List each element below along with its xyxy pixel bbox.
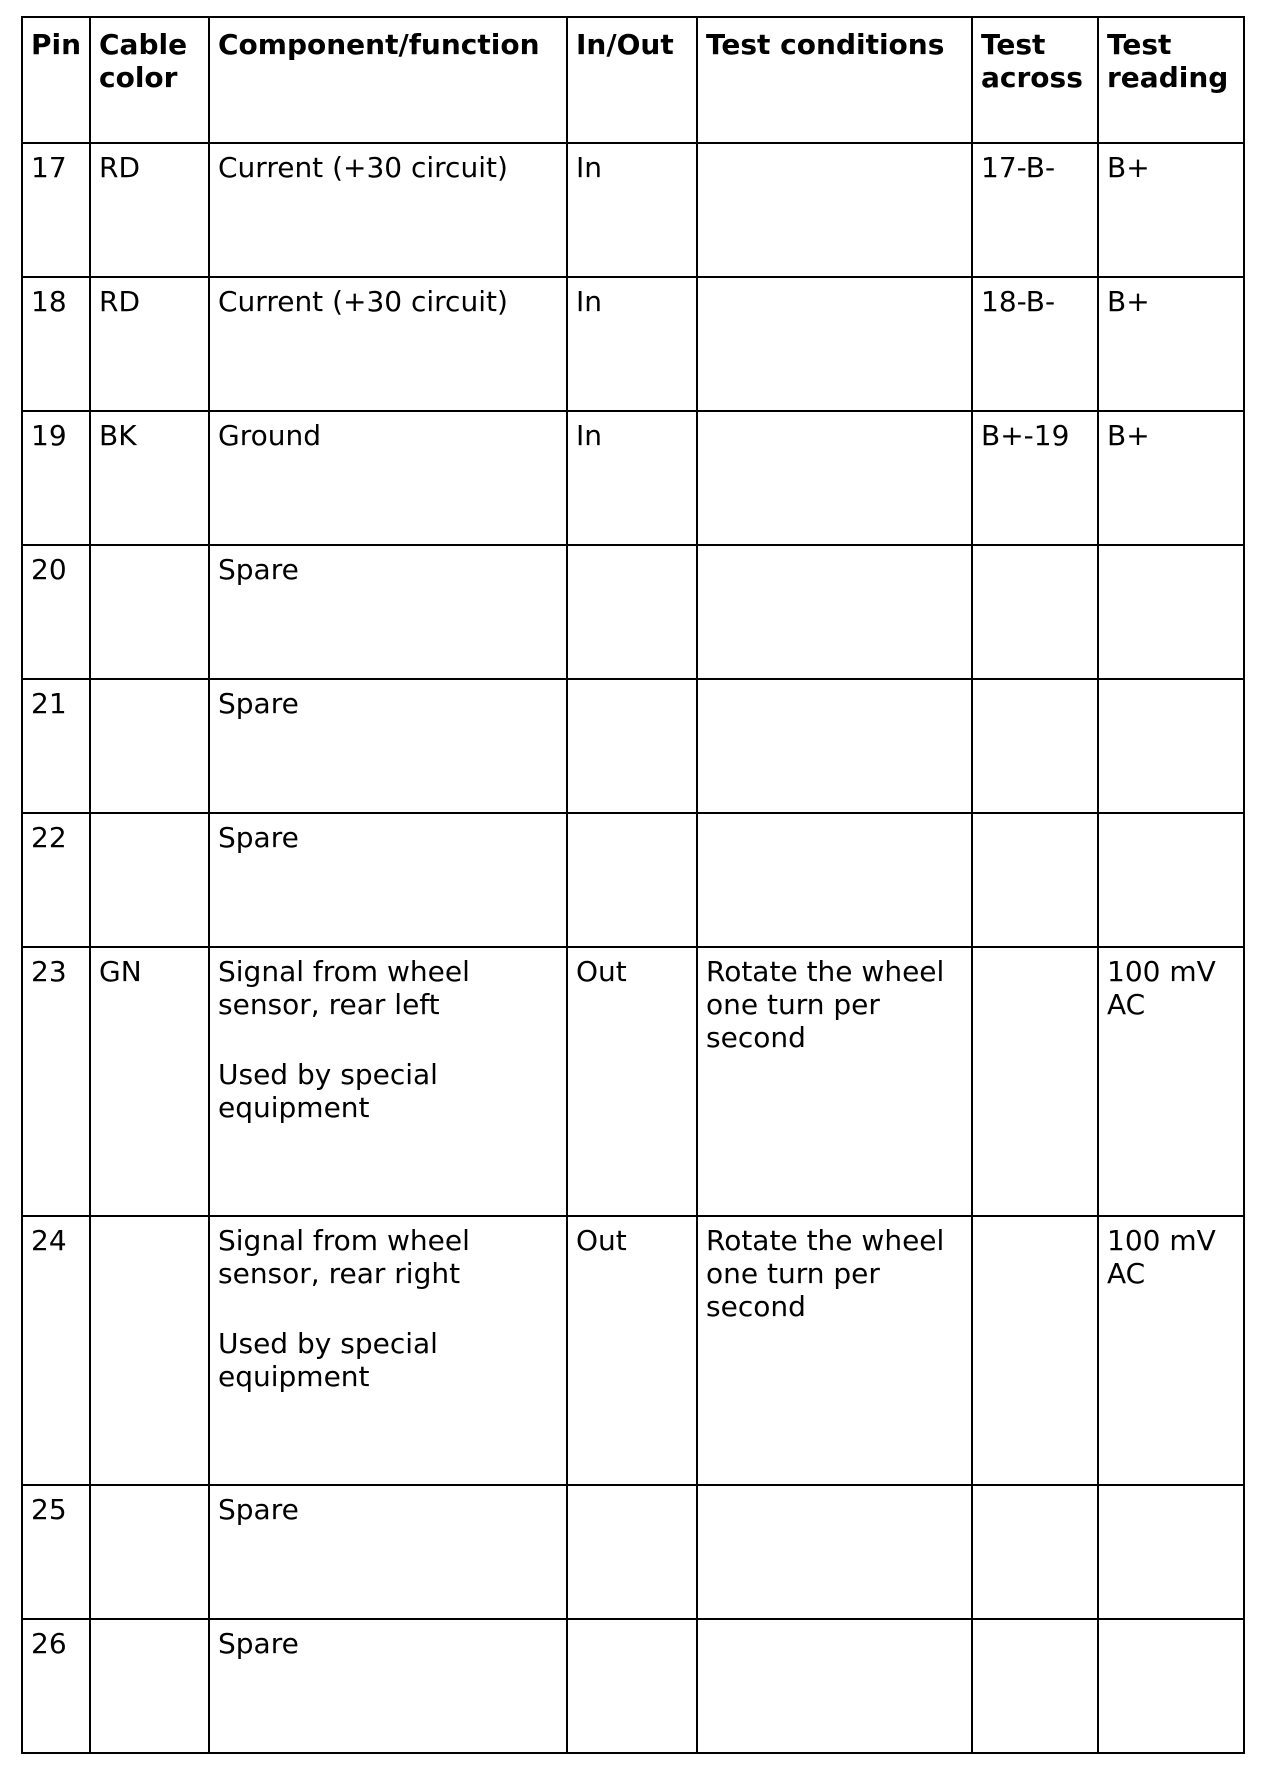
pin-cell: 19: [22, 411, 90, 545]
in-out-cell: [567, 1485, 697, 1619]
cable-color-cell: [90, 1485, 209, 1619]
test-conditions-cell: [697, 277, 972, 411]
component-cell: [209, 813, 567, 947]
test-across-cell: 18-B-: [972, 277, 1098, 411]
cable-color-cell: [90, 1216, 209, 1485]
component-note: Used by special equipment: [218, 1327, 438, 1393]
test-conditions-cell: [697, 1485, 972, 1619]
table-row: [22, 813, 1244, 947]
test-across-cell: 17-B-: [972, 143, 1098, 277]
in-out-cell: [567, 813, 697, 947]
test-conditions-cell: Rotate the wheel one turn per second: [697, 1216, 972, 1485]
component-text: Current (+30 circuit): [218, 151, 508, 184]
cable-color-cell: [90, 679, 209, 813]
cable-color-cell: BK: [90, 411, 209, 545]
test-conditions-cell: [697, 813, 972, 947]
in-out-cell: In: [567, 411, 697, 545]
table-row: [22, 1619, 1244, 1753]
test-conditions-cell: [697, 545, 972, 679]
test-reading-cell: [1098, 1619, 1244, 1753]
test-reading-cell: [1098, 813, 1244, 947]
component-cell: [209, 1216, 567, 1485]
cable-color-cell: RD: [90, 143, 209, 277]
pin-cell: 25: [22, 1485, 90, 1619]
component-cell: [209, 411, 567, 545]
test-reading-cell: B+: [1098, 277, 1244, 411]
in-out-cell: Out: [567, 947, 697, 1216]
cable-color-cell: [90, 1619, 209, 1753]
component-cell: [209, 277, 567, 411]
header-in-out: In/Out: [567, 17, 697, 143]
component-note: Used by special equipment: [218, 1058, 438, 1124]
test-conditions-cell: Rotate the wheel one turn per second: [697, 947, 972, 1216]
component-cell: [209, 1485, 567, 1619]
header-component-function: Component/function: [209, 17, 567, 143]
test-across-cell: [972, 947, 1098, 1216]
in-out-cell: Out: [567, 1216, 697, 1485]
cable-color-cell: [90, 813, 209, 947]
test-conditions-cell: [697, 411, 972, 545]
component-text: Ground: [218, 419, 321, 452]
header-test-across: Test across: [972, 17, 1098, 143]
header-cable-color: Cable color: [90, 17, 209, 143]
header-test-conditions: Test conditions: [697, 17, 972, 143]
in-out-cell: [567, 679, 697, 813]
test-conditions-cell: [697, 679, 972, 813]
test-conditions-cell: [697, 1619, 972, 1753]
in-out-cell: [567, 1619, 697, 1753]
pin-cell: 20: [22, 545, 90, 679]
component-cell: [209, 545, 567, 679]
test-across-cell: [972, 813, 1098, 947]
component-text: Spare: [218, 1493, 299, 1526]
cable-color-cell: GN: [90, 947, 209, 1216]
pin-cell: 21: [22, 679, 90, 813]
table-row: [22, 545, 1244, 679]
test-across-cell: B+-19: [972, 411, 1098, 545]
table-row: [22, 679, 1244, 813]
table-row: [22, 1485, 1244, 1619]
component-text: Signal from wheel sensor, rear right: [218, 1224, 470, 1290]
in-out-cell: In: [567, 277, 697, 411]
test-across-cell: [972, 1619, 1098, 1753]
component-text: Spare: [218, 687, 299, 720]
component-text: Spare: [218, 821, 299, 854]
test-across-cell: [972, 679, 1098, 813]
table-row: [22, 411, 1244, 545]
in-out-cell: [567, 545, 697, 679]
header-pin: Pin: [22, 17, 90, 143]
cable-color-cell: [90, 545, 209, 679]
pin-cell: 17: [22, 143, 90, 277]
test-reading-cell: 100 mV AC: [1098, 1216, 1244, 1485]
test-reading-cell: B+: [1098, 143, 1244, 277]
test-across-cell: [972, 545, 1098, 679]
test-reading-cell: 100 mV AC: [1098, 947, 1244, 1216]
pin-cell: 24: [22, 1216, 90, 1485]
component-cell: [209, 1619, 567, 1753]
test-reading-cell: [1098, 1485, 1244, 1619]
pin-cell: 18: [22, 277, 90, 411]
table-row: [22, 1216, 1244, 1485]
component-text: Current (+30 circuit): [218, 285, 508, 318]
test-conditions-cell: [697, 143, 972, 277]
pin-cell: 23: [22, 947, 90, 1216]
table-row: [22, 947, 1244, 1216]
component-text: Spare: [218, 1627, 299, 1660]
in-out-cell: In: [567, 143, 697, 277]
pin-cell: 26: [22, 1619, 90, 1753]
component-cell: [209, 679, 567, 813]
component-text: Signal from wheel sensor, rear left: [218, 955, 470, 1021]
test-reading-cell: B+: [1098, 411, 1244, 545]
table-row: [22, 143, 1244, 277]
component-text: Spare: [218, 553, 299, 586]
table-row: [22, 277, 1244, 411]
test-reading-cell: [1098, 545, 1244, 679]
pin-cell: 22: [22, 813, 90, 947]
header-row: [22, 17, 1244, 143]
pin-table: [21, 16, 1245, 1754]
component-cell: [209, 947, 567, 1216]
cable-color-cell: RD: [90, 277, 209, 411]
component-cell: [209, 143, 567, 277]
header-test-reading: Test reading: [1098, 17, 1244, 143]
test-across-cell: [972, 1485, 1098, 1619]
test-across-cell: [972, 1216, 1098, 1485]
test-reading-cell: [1098, 679, 1244, 813]
